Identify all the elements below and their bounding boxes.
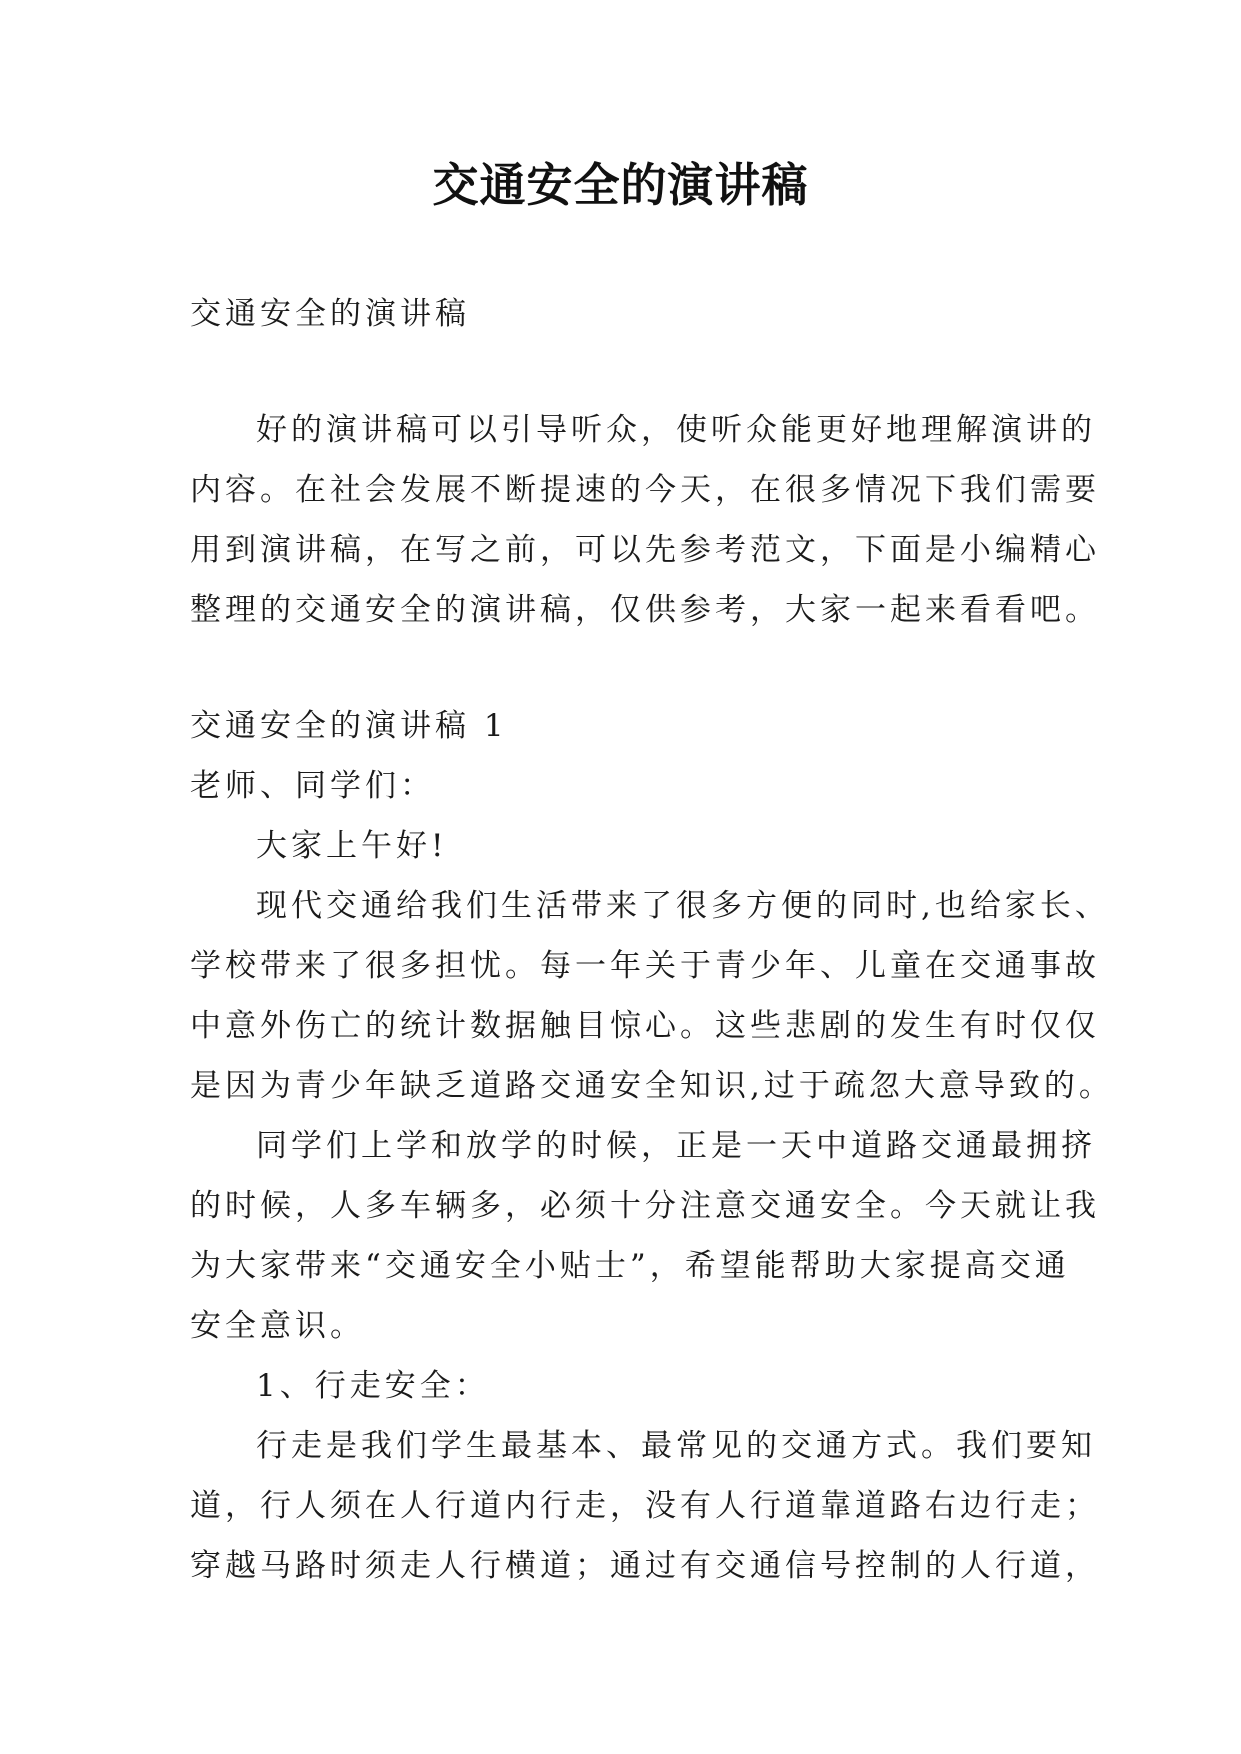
paragraph-line: 道，行人须在人行道内行走，没有人行道靠道路右边行走； bbox=[190, 1488, 1100, 1524]
paragraph-line: 用到演讲稿，在写之前，可以先参考范文，下面是小编精心 bbox=[190, 532, 1100, 568]
document-subtitle: 交通安全的演讲稿 bbox=[190, 296, 470, 332]
list-item-heading: 1、行走安全： bbox=[256, 1368, 490, 1404]
paragraph-line: 学校带来了很多担忧。每一年关于青少年、儿童在交通事故 bbox=[190, 948, 1100, 984]
body-paragraph bbox=[190, 1416, 1100, 1596]
paragraph-line: 安全意识。 bbox=[190, 1308, 365, 1344]
greeting: 大家上午好! bbox=[256, 828, 448, 864]
intro-paragraph bbox=[190, 400, 1100, 640]
paragraph-line: 的时候，人多车辆多，必须十分注意交通安全。今天就让我 bbox=[190, 1188, 1100, 1224]
paragraph-line: 内容。在社会发展不断提速的今天，在很多情况下我们需要 bbox=[190, 472, 1100, 508]
paragraph-line: 中意外伤亡的统计数据触目惊心。这些悲剧的发生有时仅仅 bbox=[190, 1008, 1100, 1044]
paragraph-line: 为大家带来“交通安全小贴士”，希望能帮助大家提高交通 bbox=[190, 1248, 1070, 1284]
document-body bbox=[190, 284, 1114, 1596]
spacer bbox=[190, 640, 1050, 696]
paragraph-line: 是因为青少年缺乏道路交通安全知识,过于疏忽大意导致的。 bbox=[190, 1068, 1114, 1104]
body-paragraph bbox=[190, 1116, 1100, 1356]
paragraph-line: 同学们上学和放学的时候，正是一天中道路交通最拥挤 bbox=[256, 1128, 1096, 1164]
salutation: 老师、同学们： bbox=[190, 768, 435, 804]
paragraph-line: 行走是我们学生最基本、最常见的交通方式。我们要知 bbox=[256, 1428, 1096, 1464]
spacer bbox=[190, 344, 1050, 400]
body-paragraph bbox=[190, 876, 1114, 1116]
section-heading: 交通安全的演讲稿 1 bbox=[190, 708, 508, 744]
paragraph-line: 好的演讲稿可以引导听众，使听众能更好地理解演讲的 bbox=[256, 412, 1096, 448]
paragraph-line: 现代交通给我们生活带来了很多方便的同时,也给家长、 bbox=[256, 888, 1110, 924]
paragraph-line: 穿越马路时须走人行横道；通过有交通信号控制的人行道， bbox=[190, 1548, 1100, 1584]
document-title: 交通安全的演讲稿 bbox=[432, 158, 809, 212]
paragraph-line: 整理的交通安全的演讲稿，仅供参考，大家一起来看看吧。 bbox=[190, 592, 1100, 628]
